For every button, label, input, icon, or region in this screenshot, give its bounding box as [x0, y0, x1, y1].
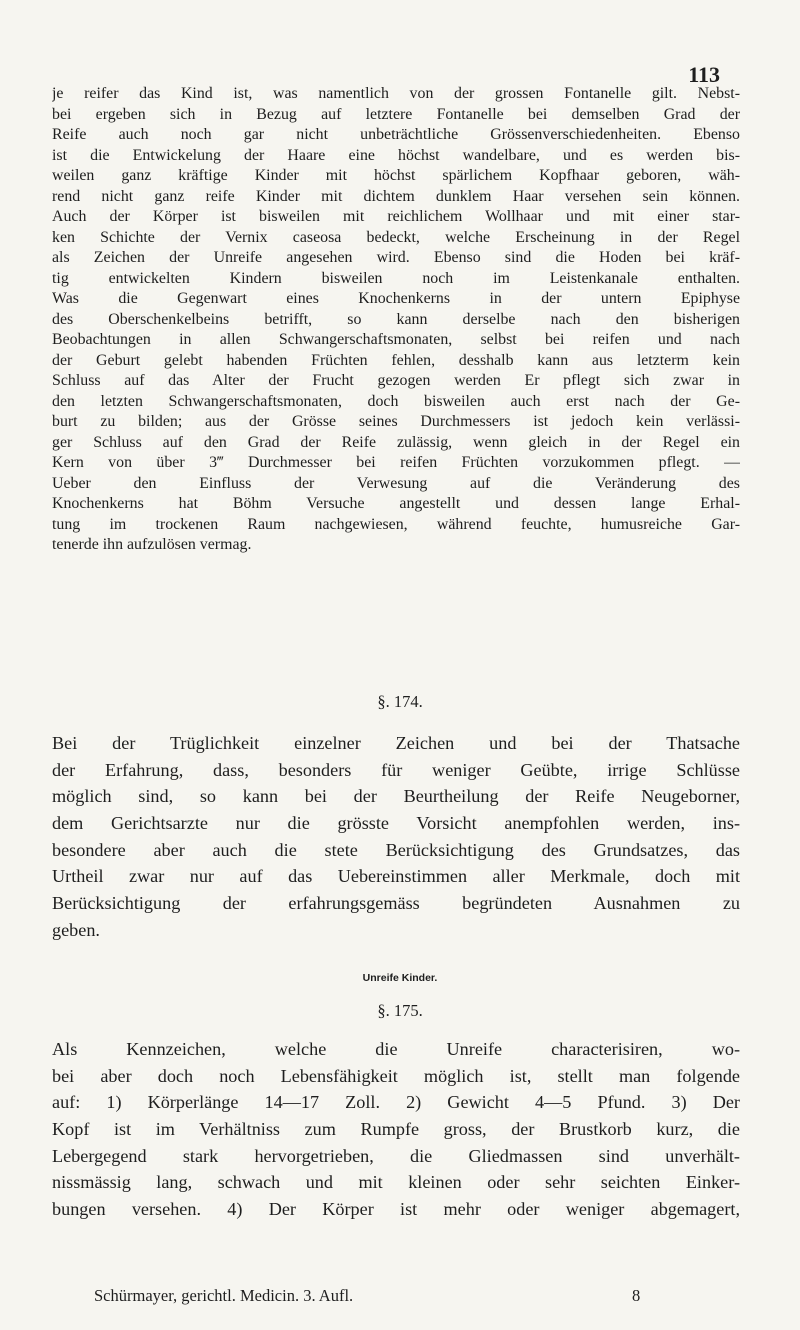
text-line: Kopf ist im Verhältniss zum Rumpfe gross, der Brustkorb kurz, die [52, 1119, 740, 1140]
text-line: Kern von über 3‴ Durchmesser bei reifen Früchten vorzukommen pflegt. — [52, 454, 740, 471]
text-line: Urtheil zwar nur auf das Uebereinstimmen aller Merkmale, doch mit [52, 866, 740, 887]
text-line: besondere aber auch die stete Berücksichtigung des Grundsatzes, das [52, 839, 740, 860]
text-line: der Geburt gelebt habenden Früchten fehlen, desshalb kann aus letzterm kein [52, 351, 740, 369]
text-line: als Zeichen der Unreife angesehen wird. Ebenso sind die Hoden bei kräf- [52, 249, 740, 266]
text-line: ken Schichte der Vernix caseosa bedeckt, welche Erscheinung in der Regel [52, 228, 740, 246]
text-line: den letzten Schwangerschaftsmonaten, doch bisweilen auch erst nach der Ge- [52, 392, 740, 410]
text-line: auf: 1) Körperlänge 14—17 Zoll. 2) Gewicht 4—5 Pfund. 3) Der [52, 1092, 740, 1113]
text-line: Reife auch noch gar nicht unbeträchtliche Grössenverschiedenheiten. Ebenso [52, 126, 740, 143]
text-line: tig entwickelten Kindern bisweilen noch im Leistenkanale enthalten. [52, 269, 740, 287]
paragraph-section-174 [52, 730, 740, 944]
paragraph-section-175 [52, 1036, 740, 1223]
text-line: der Erfahrung, dass, besonders für weniger Geübte, irrige Schlüsse [52, 759, 740, 780]
text-line: Bei der Trüglichkeit einzelner Zeichen und bei der Thatsache [52, 733, 740, 753]
text-line: Berücksichtigung der erfahrungsgemäss begründeten Ausnahmen zu [52, 893, 740, 914]
page-number: 113 [688, 62, 720, 87]
paragraph-fontanelle [52, 84, 740, 556]
text-line: geben. [52, 919, 100, 940]
text-line: des Oberschenkelbeins betrifft, so kann derselbe nach den bisherigen [52, 310, 740, 328]
text-line: Knochenkerns hat Böhm Versuche angestellt und dessen lange Erhal- [52, 495, 740, 512]
text-line: ist die Entwickelung der Haare eine höchst wandelbare, und es werden bis- [52, 146, 740, 164]
text-line: tenerde ihn aufzulösen vermag. [52, 536, 252, 553]
text-line: Auch der Körper ist bisweilen mit reichlichem Wollhaar und mit einer star- [52, 208, 740, 225]
text-line: Ueber den Einfluss der Verwesung auf die Veränderung des [52, 474, 740, 492]
text-line: weilen ganz kräftige Kinder mit höchst spärlichem Kopfhaar geboren, wäh- [52, 167, 740, 184]
text-line: Als Kennzeichen, welche die Unreife characterisiren, wo- [52, 1039, 740, 1059]
text-line: rend nicht ganz reife Kinder mit dichtem dunklem Haar versehen sein können. [52, 187, 740, 205]
text-line: Was die Gegenwart eines Knochenkerns in der untern Epiphyse [52, 290, 740, 307]
text-line: Schluss auf das Alter der Frucht gezogen werden Er pflegt sich zwar in [52, 372, 740, 389]
page-footer [94, 1286, 641, 1306]
text-line: Beobachtungen in allen Schwangerschaftsmonaten, selbst bei reifen und nach [52, 331, 740, 348]
text-line: tung im trockenen Raum nachgewiesen, während feuchte, humusreiche Gar- [52, 515, 740, 533]
text-line: burt zu bilden; aus der Grösse seines Durchmessers ist jedoch kein verlässi- [52, 413, 740, 430]
text-line: bungen versehen. 4) Der Körper ist mehr oder weniger abgemagert, [52, 1199, 740, 1220]
text-line: nissmässig lang, schwach und mit kleinen oder sehr seichten Einker- [52, 1172, 740, 1193]
text-line: Lebergegend stark hervorgetrieben, die Gliedmassen sind unverhält- [52, 1145, 740, 1166]
signature-mark: 8 [632, 1286, 641, 1305]
text-line: bei aber doch noch Lebensfähigkeit möglich ist, stellt man folgende [52, 1065, 740, 1086]
footer-citation: Schürmayer, gerichtl. Medicin. 3. Aufl. [94, 1286, 354, 1305]
section-heading-175: §. 175. [377, 1001, 423, 1020]
marginal-note: Unreife Kinder. [362, 972, 438, 984]
section-heading-174: §. 174. [377, 692, 423, 711]
text-line: bei ergeben sich in Bezug auf letztere Fontanelle bei demselben Grad der [52, 105, 740, 123]
text-line: möglich sind, so kann bei der Beurtheilung der Reife Neugeborner, [52, 786, 740, 807]
text-line: je reifer das Kind ist, was namentlich von der grossen Fontanelle gilt. Nebst- [52, 85, 740, 102]
text-line: ger Schluss auf den Grad der Reife zulässig, wenn gleich in der Regel ein [52, 433, 740, 451]
text-line: dem Gerichtsarzte nur die grösste Vorsicht anempfohlen werden, ins- [52, 813, 740, 834]
